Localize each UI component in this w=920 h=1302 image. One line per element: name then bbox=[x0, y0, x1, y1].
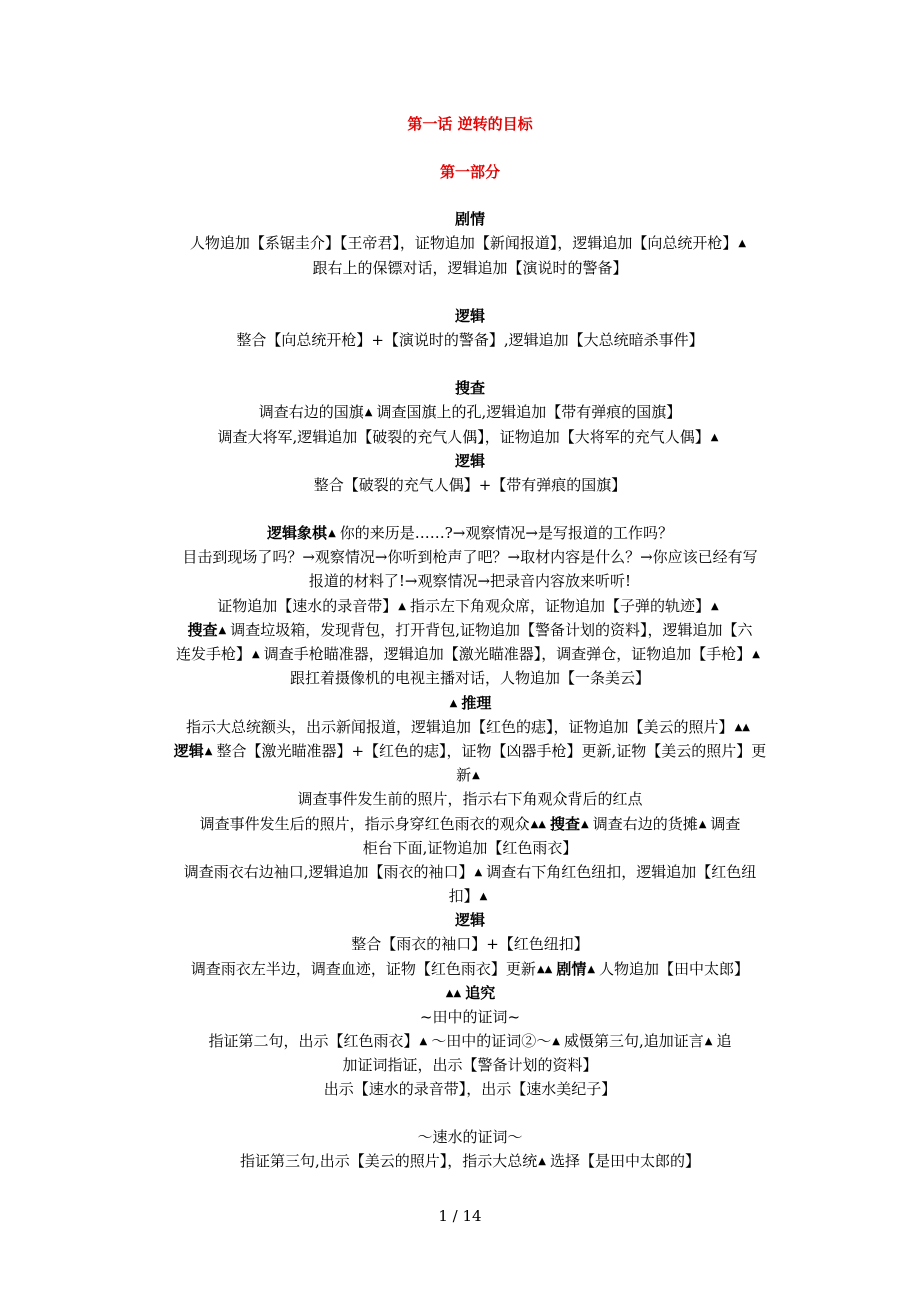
testimony2-line-1a: 指证第三句,出示【美云的照片】，指示大总统 bbox=[240, 1152, 538, 1170]
logic3-label: 逻辑 bbox=[173, 742, 204, 760]
logic-heading-2: 逻辑 bbox=[454, 452, 485, 470]
chess-label: 逻辑象棋 bbox=[267, 524, 328, 542]
testimony2-line-1 bbox=[140, 1150, 800, 1173]
logic3-text-a: 整合【激光瞄准器】+【红色的痣】，证物【凶器手枪】更新,证物【美云的照片】更 bbox=[216, 742, 767, 760]
testimony1-line-1b: ～田中的证词②～ bbox=[431, 1032, 552, 1050]
logic3-line-2 bbox=[140, 764, 800, 787]
triangle-marker-icon: ▲ bbox=[252, 649, 260, 660]
triangle-marker-icon: ▲ bbox=[398, 601, 406, 612]
logic3-line-1 bbox=[140, 740, 800, 763]
triangle-marker-icon: ▲▲ bbox=[536, 964, 553, 975]
blood-line-b: 人物追加【田中太郎】 bbox=[599, 960, 750, 978]
triangle-marker-icon: ▲ bbox=[587, 964, 596, 975]
search2-label: 搜查 bbox=[187, 621, 218, 639]
plot-heading: 剧情 bbox=[454, 210, 485, 228]
logic-heading-4: 逻辑 bbox=[454, 911, 485, 929]
chess-line-2: 目击到现场了吗？→观察情况→你听到枪声了吧？→取材内容是什么？→你应该已经有写 bbox=[182, 548, 758, 566]
triangle-marker-icon: ▲▲ bbox=[530, 819, 546, 830]
triangle-marker-icon: ▲ bbox=[738, 238, 747, 249]
triangle-marker-icon: ▲ bbox=[711, 601, 719, 612]
triangle-marker-icon: ▲ bbox=[474, 867, 483, 878]
search-line-1a: 调查右边的国旗 bbox=[258, 403, 364, 421]
search3-label: 搜查 bbox=[549, 815, 580, 833]
triangle-marker-icon: ▲ bbox=[710, 432, 719, 443]
testimony1-line-1a: 指证第二句，出示【红色雨衣】 bbox=[208, 1032, 419, 1050]
testimony1-line-1 bbox=[140, 1030, 800, 1053]
triangle-marker-icon: ▲ bbox=[552, 1036, 560, 1047]
chess-line-1 bbox=[140, 522, 800, 545]
blood-line-a: 调查雨衣左半边，调查血迹，证物【红色雨衣】更新 bbox=[190, 960, 536, 978]
logic-line-1: 整合【向总统开枪】+【演说时的警备】,逻辑追加【大总统暗杀事件】 bbox=[236, 331, 704, 349]
page-number: 1 / 14 bbox=[438, 1207, 482, 1225]
triangle-marker-icon: ▲ bbox=[472, 770, 480, 781]
logic-line-2: 整合【破裂的充气人偶】+【带有弹痕的国旗】 bbox=[313, 476, 627, 494]
search-heading: 搜查 bbox=[454, 379, 485, 397]
plot-line-2: 跟右上的保镖对话，逻辑追加【演说时的警备】 bbox=[312, 259, 628, 277]
logic-heading-1: 逻辑 bbox=[454, 307, 485, 325]
search2-text-b: 连发手枪】 bbox=[176, 645, 252, 663]
raincoat-line-2-text: 扣】 bbox=[448, 887, 479, 905]
photo-line-1: 调查事件发生前的照片，指示右下角观众背后的红点 bbox=[297, 790, 643, 808]
plot-line-1 bbox=[140, 232, 800, 255]
document-title: 第一话 逆转的目标 bbox=[407, 115, 533, 133]
plot-line-1-text: 人物追加【系锯圭介】【王帝君】，证物追加【新闻报道】，逻辑追加【向总统开枪】 bbox=[189, 234, 738, 252]
testimony2-line-1b: 选择【是田中太郎的】 bbox=[549, 1152, 700, 1170]
search-line-1 bbox=[140, 401, 800, 424]
logic3-text-b: 新 bbox=[456, 766, 472, 784]
evidence-line bbox=[140, 595, 800, 618]
search-line-1b: 调查国旗上的孔,逻辑追加【带有弹痕的国旗】 bbox=[376, 403, 682, 421]
photo-line-2 bbox=[140, 813, 800, 836]
raincoat-line-1 bbox=[140, 861, 800, 884]
search2-text-a: 调查垃圾箱，发现背包，打开背包,证物追加【警备计划的资料】，逻辑追加【六 bbox=[230, 621, 753, 639]
search2-line-2 bbox=[140, 643, 800, 666]
search-line-2-text: 调查大将军,逻辑追加【破裂的充气人偶】，证物追加【大将军的充气人偶】 bbox=[217, 428, 710, 446]
testimony1-line-3: 出示【速水的录音带】，出示【速水美纪子】 bbox=[323, 1080, 617, 1098]
triangle-marker-icon: ▲ bbox=[580, 819, 589, 830]
search2-line-1 bbox=[140, 619, 800, 642]
deduce-heading-line bbox=[140, 692, 800, 715]
triangle-marker-icon: ▲ bbox=[364, 407, 373, 418]
pursue-heading-line bbox=[140, 982, 800, 1005]
search2-text-c: 调查手枪瞄准器，逻辑追加【激光瞄准器】，调查弹仓，证物追加【手枪】 bbox=[263, 645, 752, 663]
raincoat-line-1b: 调查右下角红色纽扣，逻辑追加【红色纽 bbox=[486, 863, 757, 881]
triangle-marker-icon: ▲ bbox=[704, 1036, 713, 1047]
deduce-line bbox=[140, 716, 800, 739]
raincoat-line-1a: 调查雨衣右边袖口,逻辑追加【雨衣的袖口】 bbox=[183, 863, 474, 881]
triangle-marker-icon: ▲ bbox=[752, 649, 760, 660]
chess-line-1-text: 你的来历是……?→观察情况→是写报道的工作吗？ bbox=[339, 524, 673, 542]
photo-line-3: 柜台下面,证物追加【红色雨衣】 bbox=[362, 839, 578, 857]
photo-line-2b: 调查右边的货摊 bbox=[592, 815, 698, 833]
camera-line: 跟扛着摄像机的电视主播对话，人物追加【一条美云】 bbox=[289, 669, 650, 687]
triangle-marker-icon: ▲▲ bbox=[734, 722, 750, 733]
triangle-marker-icon: ▲▲ bbox=[445, 988, 462, 999]
triangle-marker-icon: ▲ bbox=[218, 625, 227, 636]
testimony1-title: ~田中的证词~ bbox=[419, 1008, 521, 1026]
pursue-heading: 追究 bbox=[465, 984, 496, 1002]
triangle-marker-icon: ▲ bbox=[449, 698, 458, 709]
photo-line-2a: 调查事件发生后的照片，指示身穿红色雨衣的观众 bbox=[199, 815, 530, 833]
triangle-marker-icon: ▲ bbox=[328, 528, 336, 539]
blood-line bbox=[140, 958, 800, 981]
triangle-marker-icon: ▲ bbox=[479, 891, 488, 902]
logic-line-4: 整合【雨衣的袖口】+【红色纽扣】 bbox=[351, 935, 589, 953]
triangle-marker-icon: ▲ bbox=[538, 1156, 546, 1167]
part-title: 第一部分 bbox=[439, 163, 500, 181]
testimony1-line-2: 加证词指证，出示【警备计划的资料】 bbox=[342, 1056, 598, 1074]
triangle-marker-icon: ▲ bbox=[419, 1036, 428, 1047]
chess-line-3: 报道的材料了!→观察情况→把录音内容放来听听! bbox=[308, 572, 632, 590]
search-line-2 bbox=[140, 426, 800, 449]
triangle-marker-icon: ▲ bbox=[204, 746, 213, 757]
testimony2-title: ～速水的证词～ bbox=[417, 1128, 523, 1146]
photo-line-2c: 调查 bbox=[710, 815, 741, 833]
deduce-heading: 推理 bbox=[461, 694, 492, 712]
evidence-line-a: 证物追加【速水的录音带】 bbox=[217, 597, 398, 615]
triangle-marker-icon: ▲ bbox=[698, 819, 707, 830]
deduce-line-text: 指示大总统额头，出示新闻报道，逻辑追加【红色的痣】，证物追加【美云的照片】 bbox=[186, 718, 734, 736]
testimony1-line-1d: 追 bbox=[716, 1032, 732, 1050]
plot2-label: 剧情 bbox=[556, 960, 587, 978]
testimony1-line-1c: 威慑第三句,追加证言 bbox=[563, 1032, 704, 1050]
raincoat-line-2 bbox=[140, 885, 800, 908]
evidence-line-b: 指示左下角观众席，证物追加【子弹的轨迹】 bbox=[410, 597, 711, 615]
